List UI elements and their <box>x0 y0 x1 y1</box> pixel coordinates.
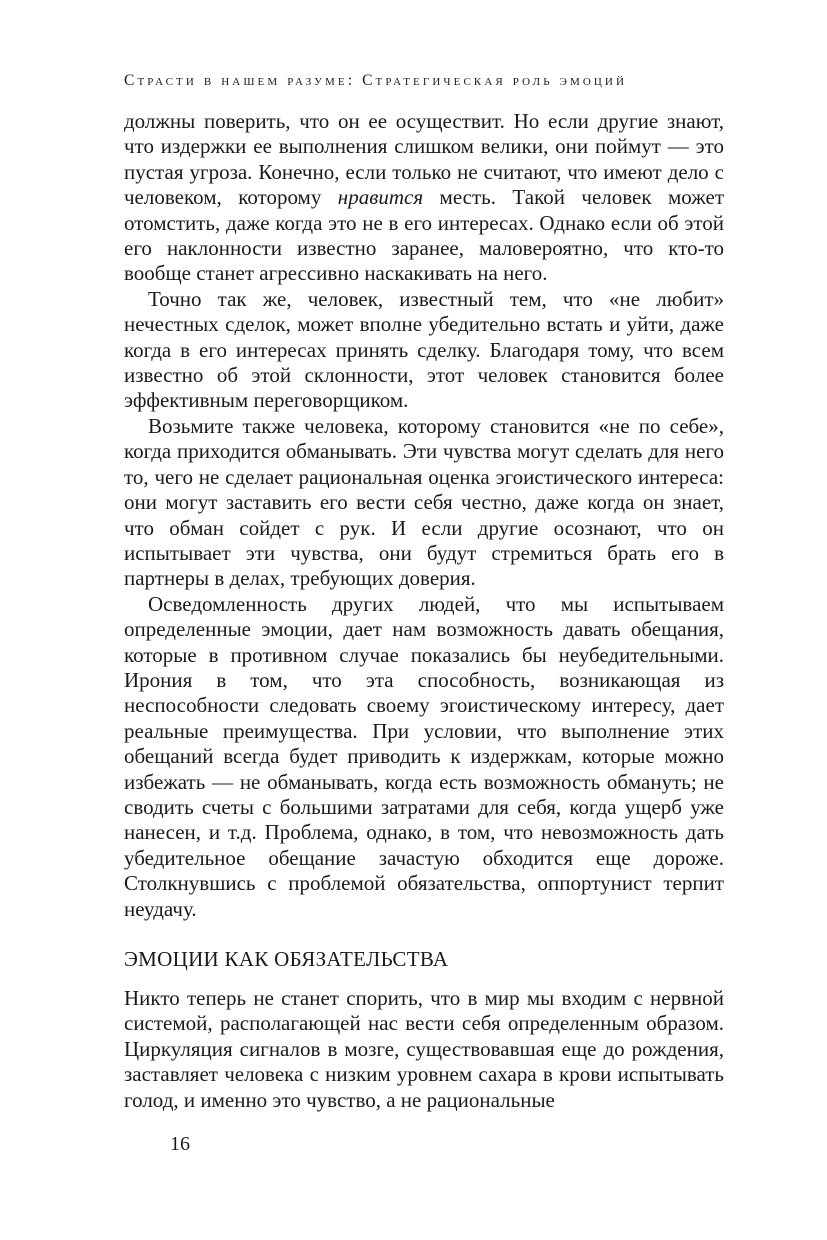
paragraph: Никто теперь не станет спорить, что в мир мы входим с нервной системой, располагающей нас вести себя определенным образом. Циркуляция сигналов в мозге, существовавшая еще до рождения, заставляет человека с низким уровнем сахара в крови испытывать голод, и именно это чувство, а не рациональные <box>124 986 724 1112</box>
running-head: Страсти в нашем разуме: Стратегическая роль эмоций <box>124 72 627 89</box>
paragraph-text: месть. Такой человек может отомстить, даже когда это не в его интересах. Однако если об этой его наклонности известно заранее, маловероятно, что кто-то вообще станет агрессивно наскакивать на него. <box>124 185 724 286</box>
body-text <box>124 109 724 922</box>
paragraph-text: должны поверить, что он ее осуществит. Но если другие знают, что издержки ее выполнения слишком велики, они поймут — это пустая угроза. Конечно, если только не считают, что имеют дело с человеком, которому <box>124 109 724 210</box>
section-body <box>124 986 724 1113</box>
section-heading: ЭМОЦИИ КАК ОБЯЗАТЕЛЬСТВА <box>124 947 449 971</box>
page-number: 16 <box>170 1133 190 1155</box>
paragraph: Возьмите также человека, которому становится «не по себе», когда приходится обманывать. Эти чувства могут сделать для него то, чего не сделает рациональная оценка эгоистического интереса: они могут заставить его вести себя честно, даже когда он знает, что обман сойдет с рук. И если другие осознают, что он испытывает эти чувства, они будут стремиться брать его в партнеры в делах, требующих доверия. <box>124 413 724 591</box>
emphasis: нравится <box>337 185 424 210</box>
paragraph-continued <box>124 109 724 287</box>
paragraph: Точно так же, человек, известный тем, что «не любит» нечестных сделок, может вполне убедительно встать и уйти, даже когда в его интересах принять сделку. Благодаря тому, что всем известно об этой склонности, этот человек становится более эффективным переговорщиком. <box>124 286 724 413</box>
paragraph: Осведомленность других людей, что мы испытываем определенные эмоции, дает нам возможность давать обещания, которые в противном случае показались бы неубедительными. Ирония в том, что эта способность, возникающая из неспособности следовать своему эгоистическому интересу, дает реальные преимущества. При условии, что выполнение этих обещаний всегда будет приводить к издержкам, которые можно избежать — не обманывать, когда есть возможность обмануть; не сводить счеты с большими затратами для себя, когда ущерб уже нанесен, и т.д. Проблема, однако, в том, что невозможность дать убедительное обещание зачастую обходится еще дороже. Столкнувшись с проблемой обязательства, оппортунист терпит неудачу. <box>124 591 724 921</box>
